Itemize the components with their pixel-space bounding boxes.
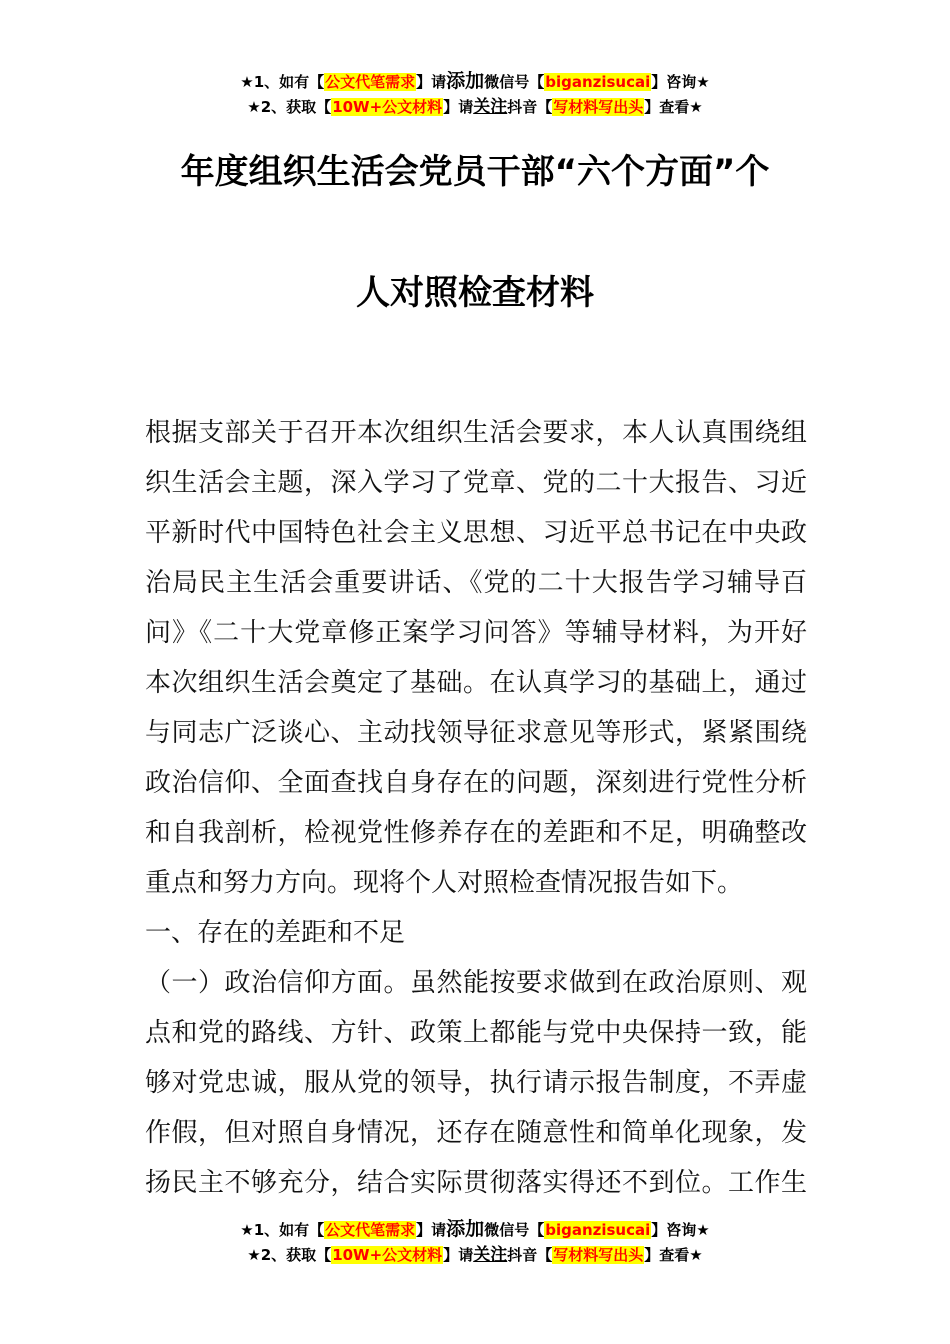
body-line: 根据支部关于召开本次组织生活会要求，本人认真围绕组 (145, 418, 807, 448)
body-line: （一）政治信仰方面。虽然能按要求做到在政治原则、观 (145, 968, 807, 998)
highlight-wechat-id: biganzisucai (545, 1221, 651, 1239)
body-line: 够对党忠诚，服从党的领导，执行请示报告制度，不弄虚 (145, 1068, 807, 1098)
body-line: 作假，但对照自身情况，还存在随意性和简单化现象，发 (145, 1118, 807, 1148)
body-line: 问》《二十大党章修正案学习问答》等辅导材料，为开好 (145, 618, 807, 648)
star-icon: ★ (247, 1246, 261, 1264)
body-line: 点和党的路线、方针、政策上都能与党中央保持一致，能 (145, 1018, 807, 1048)
star-icon: ★ (247, 98, 261, 116)
body-line: 治局民主生活会重要讲话、《党的二十大报告学习辅导百 (145, 568, 807, 598)
star-icon: ★ (689, 1246, 703, 1264)
document-title-line-2: 人对照检查材料 (356, 273, 594, 313)
section-heading: 一、存在的差距和不足 (145, 918, 406, 948)
notice-line-2: ★2、获取【10W+公文材料】请关注抖音【写材料写出头】查看★ (247, 97, 703, 117)
body-line: 政治信仰、全面查找自身存在的问题，深刻进行党性分析 (145, 768, 807, 798)
document-title-line-1: 年度组织生活会党员干部“六个方面”个 (180, 152, 770, 192)
highlight-wechat-id: biganzisucai (545, 73, 651, 91)
highlight-materials: 10W+公文材料 (332, 1246, 443, 1264)
star-icon: ★ (240, 73, 254, 91)
body-line: 重点和努力方向。现将个人对照检查情况报告如下。 (145, 868, 744, 898)
star-icon: ★ (689, 98, 703, 116)
highlight-materials: 10W+公文材料 (332, 98, 443, 116)
header-notice (0, 68, 950, 120)
body-line: 平新时代中国特色社会主义思想、习近平总书记在中央政 (145, 518, 807, 548)
highlight-ghostwriting: 公文代笔需求 (325, 1221, 416, 1239)
notice-line-1: ★1、如有【公文代笔需求】请添加微信号【biganzisucai】咨询★ (240, 70, 710, 92)
body-line: 本次组织生活会奠定了基础。在认真学习的基础上，通过 (145, 668, 807, 698)
highlight-ghostwriting: 公文代笔需求 (325, 73, 416, 91)
star-icon: ★ (696, 1221, 710, 1239)
highlight-douyin: 写材料写出头 (553, 98, 644, 116)
star-icon: ★ (696, 73, 710, 91)
footer-notice (0, 1216, 950, 1268)
highlight-douyin: 写材料写出头 (553, 1246, 644, 1264)
body-line: 织生活会主题，深入学习了党章、党的二十大报告、习近 (145, 468, 807, 498)
star-icon: ★ (240, 1221, 254, 1239)
document-body (145, 408, 807, 1208)
notice-line-1: ★1、如有【公文代笔需求】请添加微信号【biganzisucai】咨询★ (240, 1218, 710, 1240)
notice-line-2: ★2、获取【10W+公文材料】请关注抖音【写材料写出头】查看★ (247, 1245, 703, 1265)
body-line: 和自我剖析，检视党性修养存在的差距和不足，明确整改 (145, 818, 807, 848)
body-line: 扬民主不够充分，结合实际贯彻落实得还不到位。工作生 (145, 1168, 807, 1198)
body-line: 与同志广泛谈心、主动找领导征求意见等形式，紧紧围绕 (145, 718, 807, 748)
